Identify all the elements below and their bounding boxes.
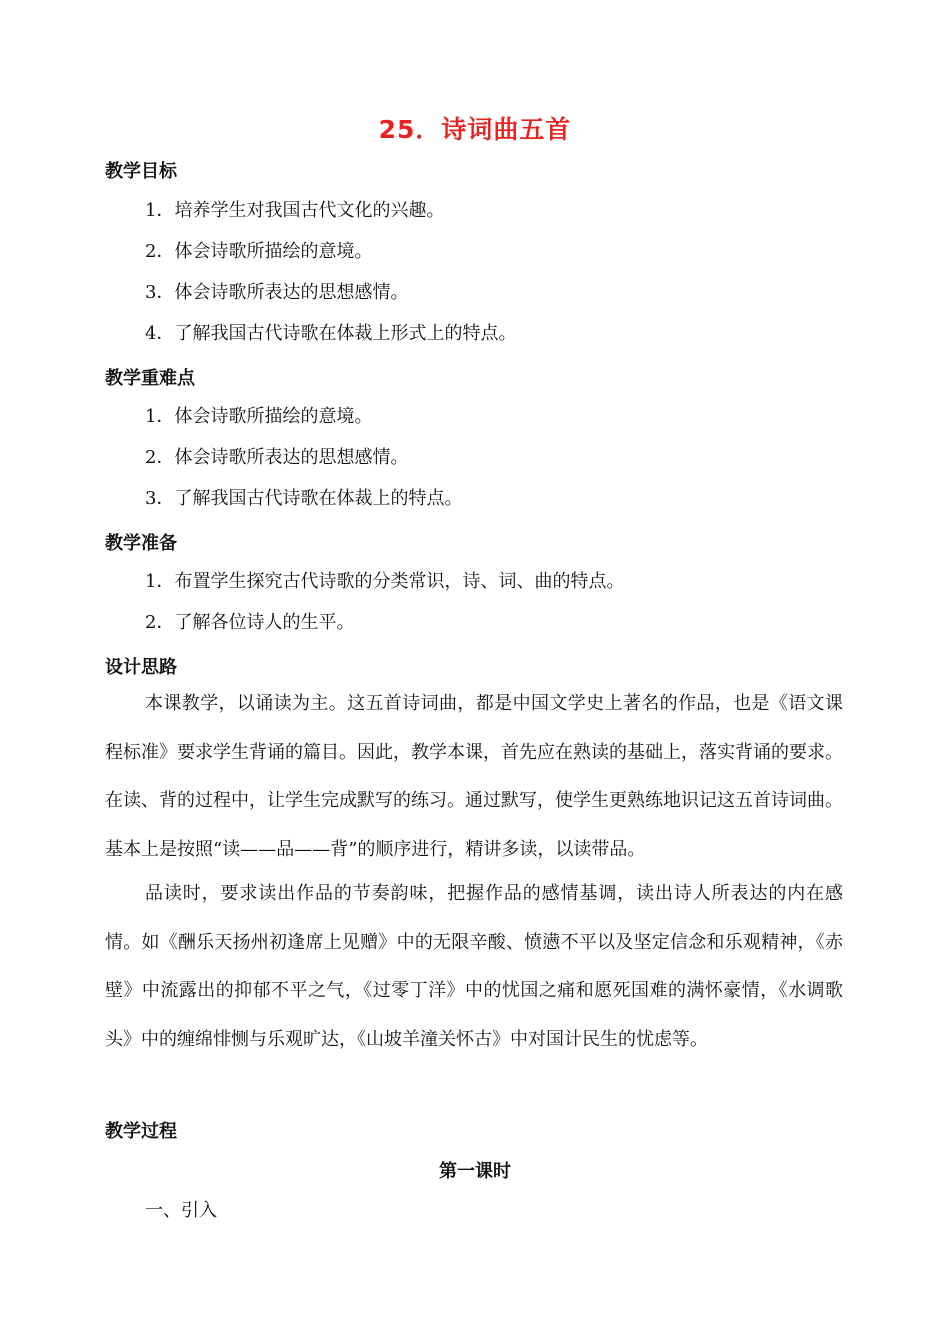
preparation-item: 2．了解各位诗人的生平。: [145, 612, 355, 633]
process-step: 一、引入: [145, 1200, 217, 1221]
section-heading-key-points: 教学重难点: [105, 368, 195, 389]
document-title: 25．诗词曲五首: [378, 115, 572, 144]
key-point-item: 1．体会诗歌所描绘的意境。: [145, 406, 373, 427]
key-point-item: 3．了解我国古代诗歌在体裁上的特点。: [145, 488, 463, 509]
key-point-item: 2．体会诗歌所表达的思想感情。: [145, 447, 409, 468]
goal-item: 1．培养学生对我国古代文化的兴趣。: [145, 200, 445, 221]
section-heading-process: 教学过程: [105, 1121, 177, 1142]
goal-item: 4．了解我国古代诗歌在体裁上形式上的特点。: [145, 323, 517, 344]
section-heading-goals: 教学目标: [105, 161, 177, 182]
design-paragraph: 品读时，要求读出作品的节奏韵味，把握作品的感情基调，读出诗人所表达的内在感情。如《酬乐天扬州初逢席上见赠》中的无限辛酸、愤懑不平以及坚定信念和乐观精神，《赤壁》中流露出的抑郁不平之气，《过零丁洋》中的忧国之痛和愿死国难的满怀豪情，《水调歌头》中的缠绵悱恻与乐观旷达，《山坡羊潼关怀古》中对国计民生的忧虑等。: [105, 883, 843, 1050]
goal-item: 3．体会诗歌所表达的思想感情。: [145, 282, 409, 303]
section-heading-preparation: 教学准备: [105, 533, 177, 554]
design-paragraph: 本课教学，以诵读为主。这五首诗词曲，都是中国文学史上著名的作品，也是《语文课程标准》要求学生背诵的篇目。因此，教学本课，首先应在熟读的基础上，落实背诵的要求。在读、背的过程中，让学生完成默写的练习。通过默写，使学生更熟练地识记这五首诗词曲。基本上是按照“读——品——背”的顺序进行，精讲多读，以读带品。: [105, 693, 843, 860]
lesson-subtitle: 第一课时: [439, 1161, 511, 1182]
goal-item: 2．体会诗歌所描绘的意境。: [145, 241, 373, 262]
section-heading-design: 设计思路: [105, 657, 177, 678]
preparation-item: 1．布置学生探究古代诗歌的分类常识，诗、词、曲的特点。: [145, 571, 625, 592]
